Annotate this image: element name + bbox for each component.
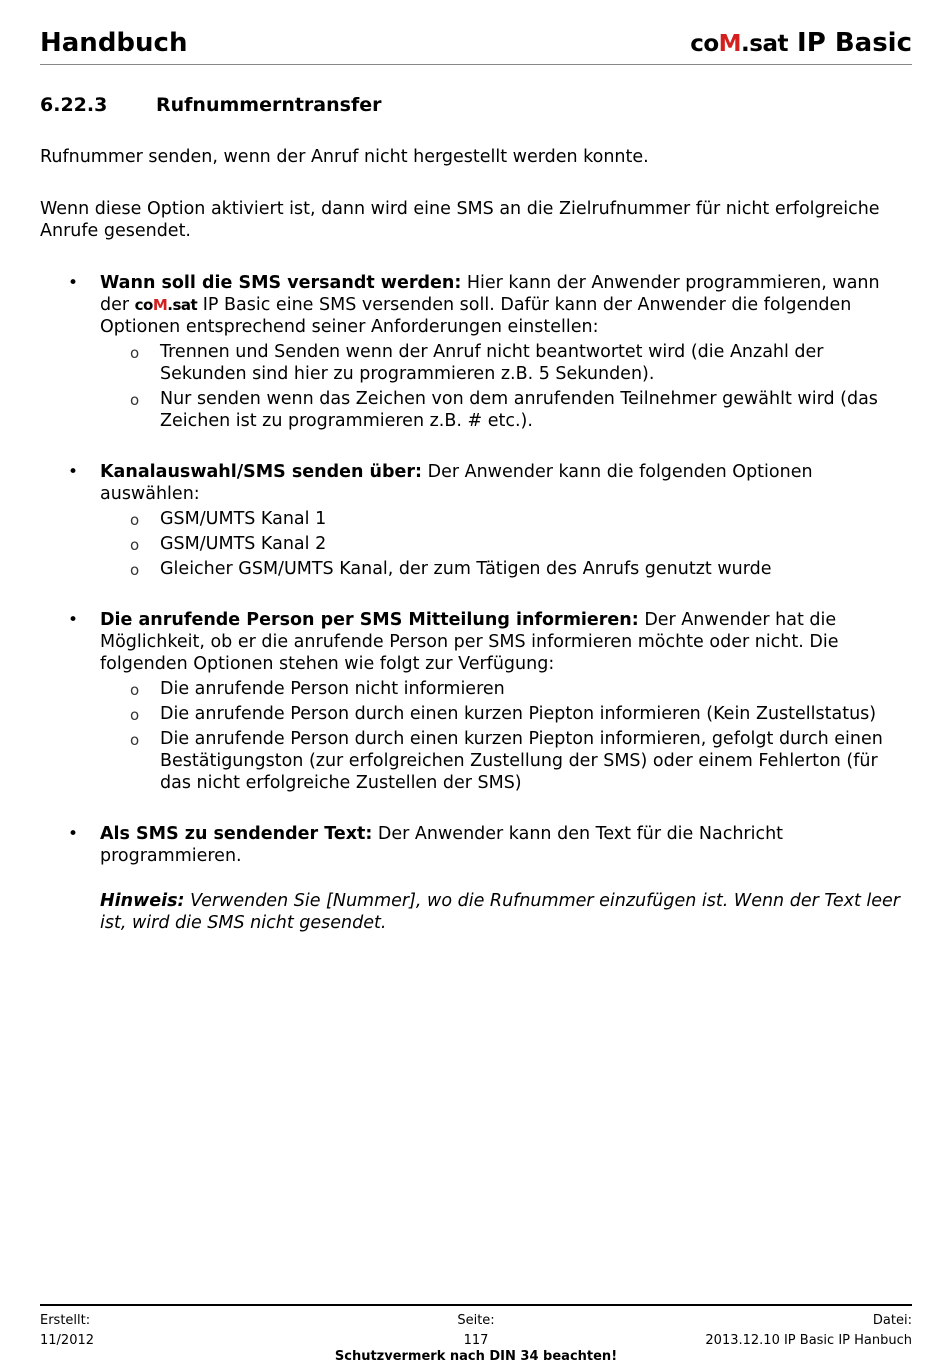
item-lead: Die anrufende Person per SMS Mitteilung informieren:	[100, 610, 639, 630]
item-text: Der Anwender hat die Möglichkeit, ob er die anrufende Person per SMS informieren möchte oder nicht. Die folgenden Optionen stehen wie folgt zur Verfügung:	[100, 610, 839, 674]
intro-paragraph: Wenn diese Option aktiviert ist, dann wird eine SMS an die Zielrufnummer für nicht erfolgreiche Anrufe gesendet.	[40, 199, 880, 241]
sub-item: o Gleicher GSM/UMTS Kanal, der zum Tätigen des Anrufs genutzt wurde	[130, 559, 772, 579]
sub-list	[100, 678, 912, 794]
option-list	[40, 272, 912, 867]
circle-bullet-icon: o	[130, 731, 140, 749]
company-logo: coM.sat	[134, 296, 198, 314]
item-lead: Wann soll die SMS versandt werden:	[100, 273, 462, 293]
header-title: Handbuch	[40, 28, 188, 58]
product-name: IP Basic	[788, 28, 912, 58]
sub-list	[100, 508, 912, 580]
sub-list	[100, 341, 912, 432]
sub-item: o GSM/UMTS Kanal 1	[130, 509, 327, 529]
footer-notice: Schutzvermerk nach DIN 34 beachten!	[334, 1349, 618, 1364]
footer-file-label: Datei:	[872, 1313, 912, 1328]
company-logo: coM.sat	[690, 31, 788, 57]
section-heading	[40, 94, 912, 116]
item-lead: Kanalauswahl/SMS senden über:	[100, 462, 423, 482]
page-content	[40, 94, 912, 934]
footer-file	[705, 1311, 912, 1351]
circle-bullet-icon: o	[130, 706, 140, 724]
item-text: IP Basic eine SMS versenden soll. Dafür kann der Anwender die folgenden Optionen entsprechend seiner Anforderungen einstellen:	[100, 295, 852, 337]
intro-paragraph: Rufnummer senden, wenn der Anruf nicht hergestellt werden konnte.	[40, 147, 649, 167]
bullet-icon: •	[68, 462, 79, 482]
item-text: Der Anwender kann die folgenden Optionen auswählen:	[100, 462, 813, 504]
circle-bullet-icon: o	[130, 536, 140, 554]
page-header	[40, 28, 912, 65]
circle-bullet-icon: o	[130, 391, 140, 409]
circle-bullet-icon: o	[130, 511, 140, 529]
footer-page-label: Seite:	[457, 1313, 495, 1328]
sub-item: o Die anrufende Person durch einen kurzen Piepton informieren, gefolgt durch einen Bestätigungston (zur erfolgreichen Zustellung der SMS) oder einem Fehlerton (für das nicht erfolgreiche Zustellen der SMS)	[130, 729, 883, 793]
sub-item: o GSM/UMTS Kanal 2	[130, 534, 327, 554]
bullet-icon: •	[68, 610, 79, 630]
sub-item: o Nur senden wenn das Zeichen von dem anrufenden Teilnehmer gewählt wird (das Zeichen ist zu programmieren z.B. # etc.).	[130, 389, 878, 431]
list-item	[40, 272, 912, 432]
section-title: Rufnummerntransfer	[156, 94, 382, 116]
note-label: Hinweis:	[100, 891, 185, 911]
item-text: Der Anwender kann den Text für die Nachricht programmieren.	[100, 824, 784, 866]
note-paragraph	[40, 890, 912, 934]
section-number: 6.22.3	[40, 94, 108, 116]
sub-item: o Die anrufende Person durch einen kurzen Piepton informieren (Kein Zustellstatus)	[130, 704, 877, 724]
circle-bullet-icon: o	[130, 681, 140, 699]
circle-bullet-icon: o	[130, 344, 140, 362]
header-product	[690, 28, 912, 58]
note-text: Verwenden Sie [Nummer], wo die Rufnummer einzufügen ist. Wenn der Text leer ist, wird die SMS nicht gesendet.	[100, 891, 901, 933]
list-item	[40, 461, 912, 580]
footer-created-value: 11/2012	[40, 1333, 95, 1348]
bullet-icon: •	[68, 273, 79, 293]
list-item	[40, 609, 912, 794]
footer-file-value: 2013.12.10 IP Basic IP Hanbuch	[705, 1333, 912, 1348]
item-text: Hier kann der Anwender programmieren, wann der	[100, 273, 880, 315]
list-item	[40, 823, 912, 867]
footer-page-number: 117	[463, 1333, 489, 1348]
item-lead: Als SMS zu sendender Text:	[100, 824, 373, 844]
sub-item: o Die anrufende Person nicht informieren	[130, 679, 505, 699]
bullet-icon: •	[68, 824, 79, 844]
sub-item: o Trennen und Senden wenn der Anruf nicht beantwortet wird (die Anzahl der Sekunden sind hier zu programmieren z.B. 5 Sekunden).	[130, 342, 824, 384]
circle-bullet-icon: o	[130, 561, 140, 579]
page-footer	[40, 1304, 912, 1364]
footer-created-label: Erstellt:	[40, 1313, 91, 1328]
